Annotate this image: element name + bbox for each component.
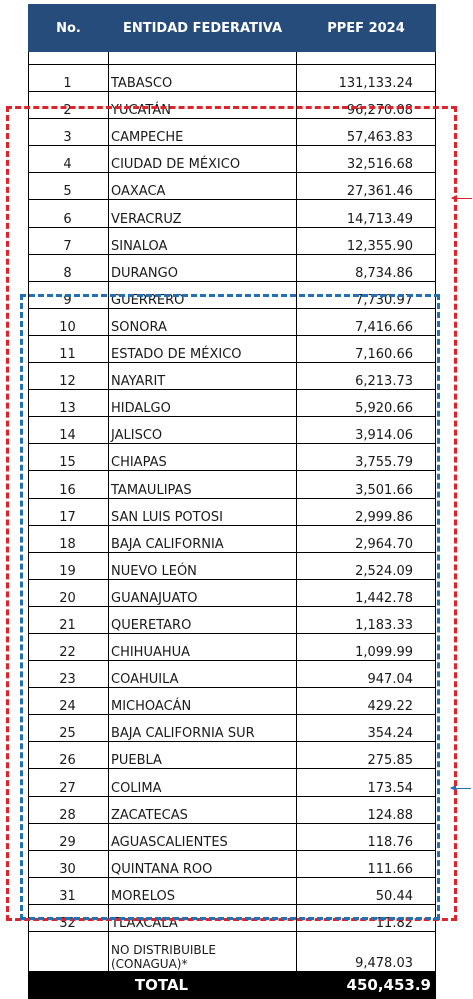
table-row (29, 65, 436, 92)
table-row (29, 146, 436, 173)
row-number: 22 (29, 633, 109, 660)
table-row (29, 715, 436, 742)
row-number: 27 (29, 769, 109, 796)
row-entidad: BAJA CALIFORNIA SUR (109, 715, 297, 742)
table-row (29, 390, 436, 417)
row-ppef: 2,964.70 (297, 525, 436, 552)
table-row (29, 742, 436, 769)
row-entidad: ESTADO DE MÉXICO (109, 335, 297, 362)
row-ppef: 3,501.66 (297, 471, 436, 498)
row-ppef: 1,183.33 (297, 606, 436, 633)
row-entidad: CIUDAD DE MÉXICO (109, 146, 297, 173)
row-ppef: 1,099.99 (297, 633, 436, 660)
table-row (29, 579, 436, 606)
row-number: 26 (29, 742, 109, 769)
row-entidad: TLAXCALA (109, 904, 297, 931)
no-distribuible-row (29, 932, 436, 972)
table-row (29, 417, 436, 444)
row-number: 7 (29, 227, 109, 254)
row-ppef: 11.82 (297, 904, 436, 931)
row-number: 3 (29, 119, 109, 146)
nd-line1: NO DISTRIBUIBLE (111, 943, 216, 957)
table-row (29, 877, 436, 904)
row-number: 32 (29, 904, 109, 931)
row-ppef: 354.24 (297, 715, 436, 742)
table-row (29, 335, 436, 362)
row-ppef: 6,213.73 (297, 363, 436, 390)
row-entidad: YUCATÁN (109, 92, 297, 119)
row-entidad: VERACRUZ (109, 200, 297, 227)
row-number: 5 (29, 173, 109, 200)
row-entidad: COLIMA (109, 769, 297, 796)
row-number: 14 (29, 417, 109, 444)
row-number: 24 (29, 688, 109, 715)
row-ppef: 118.76 (297, 823, 436, 850)
row-number: 1 (29, 65, 109, 92)
table-row (29, 444, 436, 471)
row-number: 19 (29, 552, 109, 579)
row-ppef: 32,516.68 (297, 146, 436, 173)
row-number: 13 (29, 390, 109, 417)
row-number: 30 (29, 850, 109, 877)
row-ppef: 124.88 (297, 796, 436, 823)
row-ppef: 12,355.90 (297, 227, 436, 254)
row-entidad: SINALOA (109, 227, 297, 254)
row-number: 2 (29, 92, 109, 119)
row-number: 15 (29, 444, 109, 471)
red-arrow-icon (452, 198, 472, 199)
table-row (29, 796, 436, 823)
row-entidad: JALISCO (109, 417, 297, 444)
table-row (29, 904, 436, 931)
row-entidad: OAXACA (109, 173, 297, 200)
table-row (29, 688, 436, 715)
row-entidad: CHIAPAS (109, 444, 297, 471)
nd-line2: (CONAGUA)* (111, 957, 188, 971)
row-entidad: NUEVO LEÓN (109, 552, 297, 579)
header-entidad: ENTIDAD FEDERATIVA (109, 5, 297, 52)
row-ppef: 3,755.79 (297, 444, 436, 471)
row-entidad: AGUASCALIENTES (109, 823, 297, 850)
row-ppef: 131,133.24 (297, 65, 436, 92)
row-number: 6 (29, 200, 109, 227)
table-row (29, 173, 436, 200)
total-label: TOTAL (29, 972, 297, 999)
spacer-row (29, 52, 436, 65)
row-ppef: 7,160.66 (297, 335, 436, 362)
table-row (29, 850, 436, 877)
row-entidad: MORELOS (109, 877, 297, 904)
row-ppef: 5,920.66 (297, 390, 436, 417)
row-ppef: 3,914.06 (297, 417, 436, 444)
table-row (29, 363, 436, 390)
table-row (29, 633, 436, 660)
row-ppef: 8,734.86 (297, 254, 436, 281)
row-ppef: 1,442.78 (297, 579, 436, 606)
no-distribuible-value: 9,478.03 (297, 932, 436, 972)
row-entidad: DURANGO (109, 254, 297, 281)
row-ppef: 7,730.97 (297, 281, 436, 308)
row-entidad: QUERETARO (109, 606, 297, 633)
blue-arrow-icon (451, 788, 471, 789)
row-ppef: 14,713.49 (297, 200, 436, 227)
table-row (29, 525, 436, 552)
row-entidad: MICHOACÁN (109, 688, 297, 715)
row-entidad: BAJA CALIFORNIA (109, 525, 297, 552)
row-entidad: GUANAJUATO (109, 579, 297, 606)
row-ppef: 275.85 (297, 742, 436, 769)
table-row (29, 661, 436, 688)
row-entidad: SONORA (109, 308, 297, 335)
row-number: 12 (29, 363, 109, 390)
row-entidad: TABASCO (109, 65, 297, 92)
row-entidad: CAMPECHE (109, 119, 297, 146)
table-row (29, 498, 436, 525)
row-number: 17 (29, 498, 109, 525)
row-ppef: 173.54 (297, 769, 436, 796)
total-value: 450,453.9 (297, 972, 436, 999)
row-entidad: TAMAULIPAS (109, 471, 297, 498)
row-number: 4 (29, 146, 109, 173)
row-number: 10 (29, 308, 109, 335)
row-entidad: GUERRERO (109, 281, 297, 308)
row-number: 11 (29, 335, 109, 362)
row-entidad: HIDALGO (109, 390, 297, 417)
row-entidad: COAHUILA (109, 661, 297, 688)
row-entidad: QUINTANA ROO (109, 850, 297, 877)
row-ppef: 947.04 (297, 661, 436, 688)
row-number: 16 (29, 471, 109, 498)
total-row (29, 972, 436, 999)
row-number: 9 (29, 281, 109, 308)
row-entidad: NAYARIT (109, 363, 297, 390)
row-number: 23 (29, 661, 109, 688)
row-number: 21 (29, 606, 109, 633)
table-row (29, 119, 436, 146)
ppef-table (28, 4, 436, 999)
header-no: No. (29, 5, 109, 52)
row-number: 31 (29, 877, 109, 904)
row-ppef: 429.22 (297, 688, 436, 715)
table-row (29, 200, 436, 227)
no-distribuible-label (109, 932, 297, 972)
row-ppef: 50.44 (297, 877, 436, 904)
table-row (29, 606, 436, 633)
row-ppef: 57,463.83 (297, 119, 436, 146)
row-ppef: 7,416.66 (297, 308, 436, 335)
row-number: 20 (29, 579, 109, 606)
table-row (29, 254, 436, 281)
row-entidad: CHIHUAHUA (109, 633, 297, 660)
row-entidad: ZACATECAS (109, 796, 297, 823)
table-row (29, 227, 436, 254)
row-ppef: 96,270.08 (297, 92, 436, 119)
table-row (29, 308, 436, 335)
table-row (29, 471, 436, 498)
row-number: 18 (29, 525, 109, 552)
row-number: 29 (29, 823, 109, 850)
row-entidad: SAN LUIS POTOSI (109, 498, 297, 525)
row-number: 28 (29, 796, 109, 823)
row-number: 8 (29, 254, 109, 281)
table-body (29, 52, 436, 932)
row-ppef: 2,999.86 (297, 498, 436, 525)
row-ppef: 111.66 (297, 850, 436, 877)
table-row (29, 552, 436, 579)
header-ppef: PPEF 2024 (297, 5, 436, 52)
table-row (29, 823, 436, 850)
row-ppef: 27,361.46 (297, 173, 436, 200)
row-ppef: 2,524.09 (297, 552, 436, 579)
table-row (29, 281, 436, 308)
row-number: 25 (29, 715, 109, 742)
table-row (29, 92, 436, 119)
header-row (29, 5, 436, 52)
table-row (29, 769, 436, 796)
row-entidad: PUEBLA (109, 742, 297, 769)
